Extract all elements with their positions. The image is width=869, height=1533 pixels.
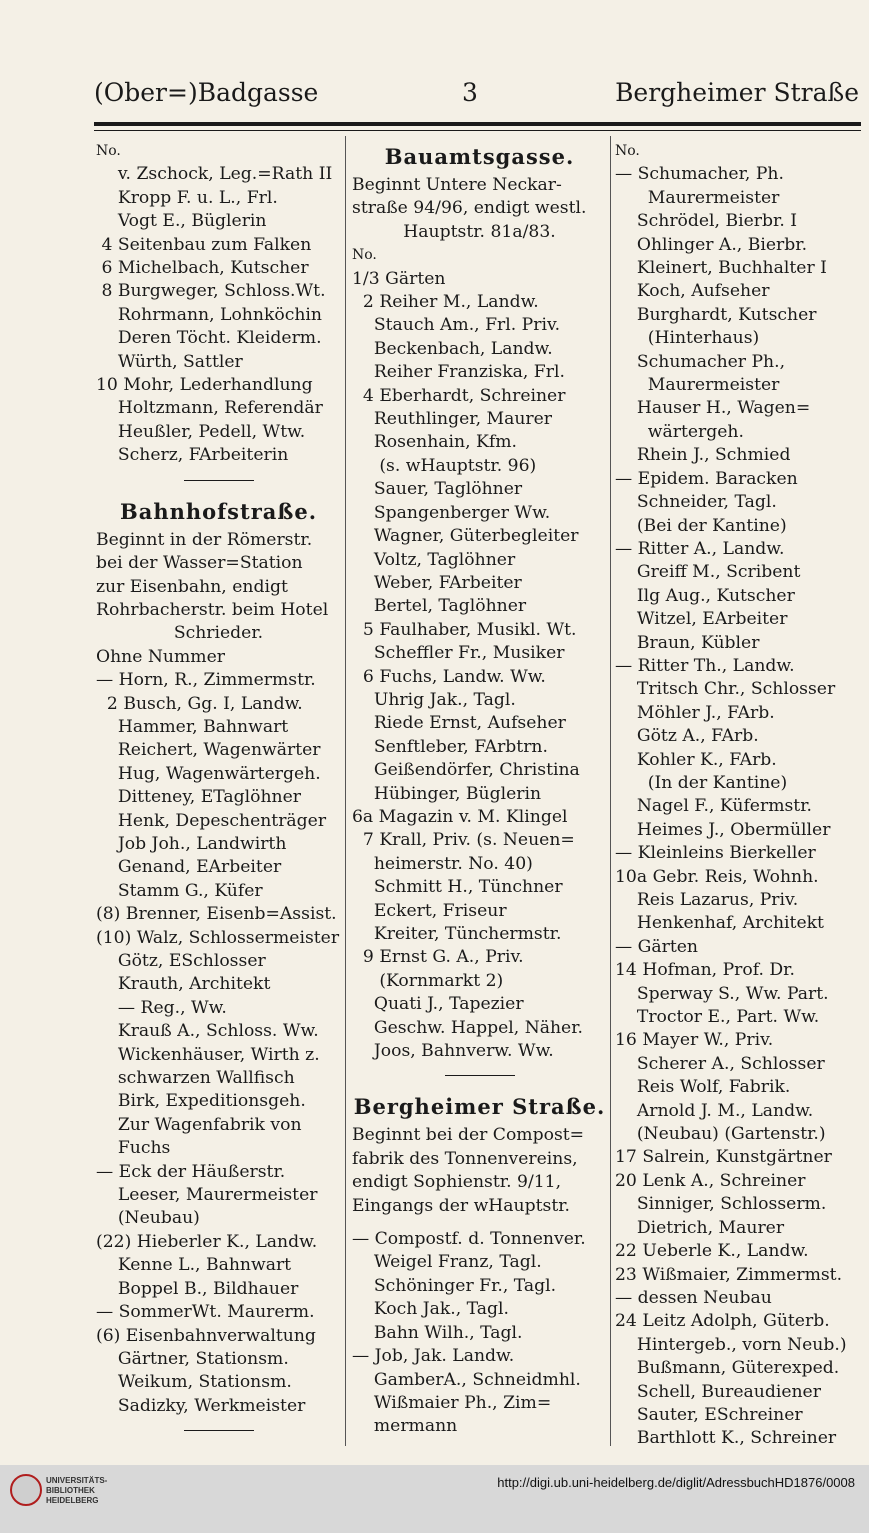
list-item: — Kleinleins Bierkeller: [615, 843, 816, 864]
list-item: Reis Lazarus, Priv.: [615, 890, 799, 910]
list-item: heimerstr. No. 40): [352, 853, 533, 874]
list-item: (10) Walz, Schlossermeister: [96, 927, 340, 948]
list-item: — Ritter Th., Landw.: [615, 655, 795, 676]
list-item: Bertel, Taglöhner: [352, 596, 527, 617]
separator: [184, 1430, 254, 1431]
list-item: Wißmaier Ph., Zim=: [352, 1392, 552, 1413]
list-item: Kenne L., Bahnwart: [96, 1255, 292, 1276]
running-header-right: Bergheimer Straße: [615, 78, 859, 107]
list-item: Würth, Sattler: [96, 351, 243, 372]
number-label: No.: [615, 143, 640, 159]
list-item: Troctor E., Part. Ww.: [615, 1007, 820, 1028]
list-item: 6a Magazin v. M. Klingel: [352, 806, 568, 827]
list-item: 16 Mayer W., Priv.: [615, 1030, 774, 1051]
column-3: [615, 140, 867, 1451]
list-item: schwarzen Wallfisch: [96, 1068, 295, 1089]
list-item: — Ritter A., Landw.: [615, 538, 785, 559]
list-item: Sauer, Taglöhner: [352, 479, 523, 500]
section-title: Bahnhofstraße.: [119, 498, 318, 524]
section-intro: [96, 529, 341, 623]
list-item: Hauser H., Wagen=: [615, 398, 811, 419]
list-item: 4 Seitenbau zum Falken: [96, 234, 312, 255]
list-item: Ditteney, ETaglöhner: [96, 787, 302, 808]
list-item: Heußler, Pedell, Wtw.: [96, 421, 306, 442]
section-intro: [352, 1124, 607, 1218]
list-item: bei der Wasser=Station: [96, 553, 303, 574]
list-item: Bußmann, Güterexped.: [615, 1358, 840, 1379]
list-item: — Gärten: [615, 936, 698, 957]
list-item: Birk, Expeditionsgeh.: [96, 1091, 306, 1112]
list-item: Senftleber, FArbtrn.: [352, 736, 548, 757]
list-item: Henk, Depeschenträger: [96, 810, 327, 831]
list-item: Ohne Nummer: [96, 646, 225, 667]
list-item: (Kornmarkt 2): [352, 970, 504, 991]
list-item: Kropp F. u. L., Frl.: [96, 187, 278, 208]
list-item: Krauth, Architekt: [96, 974, 271, 995]
list-item: Braun, Kübler: [615, 632, 760, 653]
list-item: 17 Salrein, Kunstgärtner: [615, 1147, 832, 1168]
list-item: 23 Wißmaier, Zimmermst.: [615, 1264, 843, 1285]
list-item: Schell, Bureaudiener: [615, 1381, 821, 1402]
list-item: Hintergeb., vorn Neub.): [615, 1334, 847, 1355]
list-item: Beginnt Untere Neckar-: [352, 175, 562, 195]
list-item: Scheffler Fr., Musiker: [352, 643, 565, 664]
page-number: 3: [462, 78, 478, 107]
list-item: Scherz, FArbeiterin: [96, 445, 289, 466]
list-item: 7 Krall, Priv. (s. Neuen=: [352, 830, 575, 851]
list-item: Weigel Franz, Tagl.: [352, 1252, 542, 1273]
list-item: (In der Kantine): [615, 772, 788, 793]
list-item: Fuchs: [96, 1138, 171, 1159]
list-item: 24 Leitz Adolph, Güterb.: [615, 1311, 830, 1332]
list-item: Weber, FArbeiter: [352, 572, 522, 593]
list-item: (8) Brenner, Eisenb=Assist.: [96, 904, 337, 925]
list-item: Reis Wolf, Fabrik.: [615, 1077, 791, 1098]
list-item: — Horn, R., Zimmermstr.: [96, 670, 316, 691]
list-item: Beginnt in der Römerstr.: [96, 529, 313, 550]
list-item: Deren Töcht. Kleiderm.: [96, 328, 322, 349]
list-item: Boppel B., Bildhauer: [96, 1278, 299, 1299]
list-item: Hübinger, Büglerin: [352, 783, 542, 804]
list-item: Eingangs der wHauptstr.: [352, 1195, 571, 1216]
list-item: Sauter, ESchreiner: [615, 1404, 803, 1425]
list-item: Scherer A., Schlosser: [615, 1053, 825, 1074]
list-item: wärtergeh.: [615, 421, 744, 442]
list-item: Reichert, Wagenwärter: [96, 740, 321, 761]
list-item: Reuthlinger, Maurer: [352, 409, 553, 430]
entry-list: [96, 163, 341, 467]
list-item: Wagner, Güterbegleiter: [352, 526, 579, 547]
list-item: Sadizky, Werkmeister: [96, 1395, 306, 1416]
list-item: Gärtner, Stationsm.: [96, 1348, 289, 1369]
section-intro: [352, 174, 607, 221]
list-item: Koch Jak., Tagl.: [352, 1299, 510, 1320]
list-item: 10 Mohr, Lederhandlung: [96, 375, 313, 396]
entry-list: [352, 1228, 607, 1439]
list-item: Vogt E., Büglerin: [96, 211, 267, 232]
list-item: Möhler J., FArb.: [615, 702, 775, 723]
list-item: Schrödel, Bierbr. I: [615, 211, 798, 232]
running-header-left: (Ober=)Badgasse: [94, 78, 319, 107]
list-item: Greiff M., Scribent: [615, 562, 801, 583]
list-item: Ilg Aug., Kutscher: [615, 585, 795, 606]
list-item: mermann: [352, 1416, 458, 1437]
list-item: 9 Ernst G. A., Priv.: [352, 947, 524, 968]
list-item: Geschw. Happel, Näher.: [352, 1017, 584, 1038]
list-item: Schöninger Fr., Tagl.: [352, 1275, 557, 1296]
list-item: Nagel F., Küfermstr.: [615, 796, 813, 817]
list-item: Stamm G., Küfer: [96, 880, 263, 901]
list-item: fabrik des Tonnenvereins,: [352, 1148, 578, 1169]
list-item: 8 Burgweger, Schloss.Wt.: [96, 281, 326, 302]
list-item: Rhein J., Schmied: [615, 445, 791, 466]
list-item: Job Joh., Landwirth: [96, 833, 287, 854]
source-url-link[interactable]: http://digi.ub.uni-heidelberg.de/diglit/AdressbuchHD1876/0008: [497, 1475, 855, 1490]
column-1: [96, 140, 341, 1445]
list-item: Tritsch Chr., Schlosser: [615, 679, 836, 700]
list-item: Ohlinger A., Bierbr.: [615, 234, 808, 255]
list-item: v. Zschock, Leg.=Rath II: [96, 164, 333, 185]
list-item: — dessen Neubau: [615, 1287, 772, 1308]
list-item: Holtzmann, Referendär: [96, 398, 323, 419]
header-rule-thick: [94, 122, 861, 126]
list-item: Rohrbacherstr. beim Hotel: [96, 599, 329, 620]
list-item: zur Eisenbahn, endigt: [96, 576, 288, 597]
list-item: (6) Eisenbahnverwaltung: [96, 1325, 316, 1346]
list-item: Rosenhain, Kfm.: [352, 432, 517, 453]
section-intro-last: Hauptstr. 81a/83.: [403, 221, 556, 242]
separator: [184, 480, 254, 481]
library-logo-text: UNIVERSITÄTS- BIBLIOTHEK HEIDELBERG: [46, 1476, 108, 1505]
list-item: Eckert, Friseur: [352, 900, 507, 921]
list-item: 2 Busch, Gg. I, Landw.: [96, 693, 303, 714]
list-item: Genand, EArbeiter: [96, 857, 282, 878]
list-item: 6 Fuchs, Landw. Ww.: [352, 666, 546, 687]
list-item: Götz A., FArb.: [615, 726, 759, 747]
list-item: Hug, Wagenwärtergeh.: [96, 763, 321, 784]
list-item: Barthlott K., Schreiner: [615, 1428, 837, 1449]
list-item: Geißendörfer, Christina: [352, 760, 580, 781]
list-item: (Hinterhaus): [615, 328, 760, 349]
list-item: Zur Wagenfabrik von: [96, 1114, 302, 1135]
list-item: 20 Lenk A., Schreiner: [615, 1170, 806, 1191]
library-logo-icon: [10, 1474, 42, 1506]
list-item: endigt Sophienstr. 9/11,: [352, 1172, 562, 1193]
entry-list: [615, 163, 867, 1450]
list-item: 1/3 Gärten: [352, 268, 446, 289]
list-item: Kleinert, Buchhalter I: [615, 258, 827, 279]
list-item: Maurermeister: [615, 187, 780, 208]
list-item: 4 Eberhardt, Schreiner: [352, 385, 566, 406]
list-item: Schumacher Ph.,: [615, 351, 786, 372]
list-item: (s. wHauptstr. 96): [352, 455, 537, 476]
column-divider-right: [610, 136, 611, 1446]
column-divider-left: [345, 136, 346, 1446]
list-item: Dietrich, Maurer: [615, 1217, 785, 1238]
list-item: — Eck der Häußerstr.: [96, 1161, 286, 1182]
list-item: Maurermeister: [615, 375, 780, 396]
list-item: Stauch Am., Frl. Priv.: [352, 315, 561, 336]
list-item: Kreiter, Tünchermstr.: [352, 924, 562, 944]
list-item: Götz, ESchlosser: [96, 951, 266, 971]
list-item: 10a Gebr. Reis, Wohnh.: [615, 866, 819, 887]
list-item: Voltz, Taglöhner: [352, 549, 516, 570]
list-item: Krauß A., Schloss. Ww.: [96, 1021, 319, 1042]
list-item: — Job, Jak. Landw.: [352, 1346, 515, 1367]
list-item: (Neubau) (Gartenstr.): [615, 1124, 826, 1145]
list-item: (22) Hieberler K., Landw.: [96, 1231, 318, 1252]
list-item: Reiher Franziska, Frl.: [352, 362, 565, 383]
separator: [445, 1075, 515, 1076]
column-2: [352, 140, 607, 1439]
section-intro-last: Schrieder.: [173, 623, 264, 644]
list-item: Wickenhäuser, Wirth z.: [96, 1044, 320, 1065]
list-item: Schneider, Tagl.: [615, 492, 777, 513]
list-item: Witzel, EArbeiter: [615, 609, 788, 630]
list-item: — Schumacher, Ph.: [615, 164, 784, 185]
list-item: Sinniger, Schlosserm.: [615, 1194, 827, 1215]
list-item: — Reg., Ww.: [96, 997, 227, 1018]
list-item: Sperway S., Ww. Part.: [615, 983, 829, 1004]
list-item: (Neubau): [96, 1208, 200, 1229]
number-label: No.: [352, 247, 377, 264]
list-item: straße 94/96, endigt westl.: [352, 198, 587, 219]
list-item: Quati J., Tapezier: [352, 994, 524, 1015]
list-item: Weikum, Stationsm.: [96, 1372, 292, 1393]
list-item: Schmitt H., Tünchner: [352, 877, 563, 898]
list-item: 5 Faulhaber, Musikl. Wt.: [352, 619, 577, 640]
list-item: — Compostf. d. Tonnenver.: [352, 1229, 586, 1250]
list-item: 6 Michelbach, Kutscher: [96, 258, 309, 279]
entry-list: [352, 268, 607, 1064]
list-item: 14 Hofman, Prof. Dr.: [615, 960, 795, 981]
list-item: Hammer, Bahnwart: [96, 716, 289, 737]
list-item: Beginnt bei der Compost=: [352, 1125, 585, 1146]
list-item: Riede Ernst, Aufseher: [352, 713, 566, 734]
list-item: — Epidem. Baracken: [615, 468, 798, 489]
list-item: Leeser, Maurermeister: [96, 1185, 318, 1206]
list-item: Koch, Aufseher: [615, 281, 770, 302]
list-item: Beckenbach, Landw.: [352, 338, 553, 359]
header-rule-thin: [94, 130, 861, 131]
list-item: 22 Ueberle K., Landw.: [615, 1241, 809, 1262]
list-item: Rohrmann, Lohnköchin: [96, 304, 322, 325]
section-title: Bergheimer Straße.: [353, 1094, 606, 1120]
list-item: Bahn Wilh., Tagl.: [352, 1322, 523, 1343]
list-item: 2 Reiher M., Landw.: [352, 292, 539, 313]
number-label: No.: [96, 143, 121, 159]
list-item: GamberA., Schneidmhl.: [352, 1369, 581, 1390]
section-title: Bauamtsgasse.: [384, 144, 575, 169]
list-item: Spangenberger Ww.: [352, 502, 551, 523]
list-item: Arnold J. M., Landw.: [615, 1100, 814, 1121]
list-item: Henkenhaf, Architekt: [615, 913, 824, 934]
list-item: Kohler K., FArb.: [615, 749, 777, 770]
entry-list: [96, 646, 341, 1418]
list-item: Heimes J., Obermüller: [615, 819, 831, 840]
list-item: (Bei der Kantine): [615, 515, 787, 536]
list-item: Joos, Bahnverw. Ww.: [352, 1041, 554, 1062]
list-item: — SommerWt. Maurerm.: [96, 1302, 315, 1323]
list-item: Uhrig Jak., Tagl.: [352, 689, 516, 710]
list-item: Burghardt, Kutscher: [615, 304, 817, 325]
